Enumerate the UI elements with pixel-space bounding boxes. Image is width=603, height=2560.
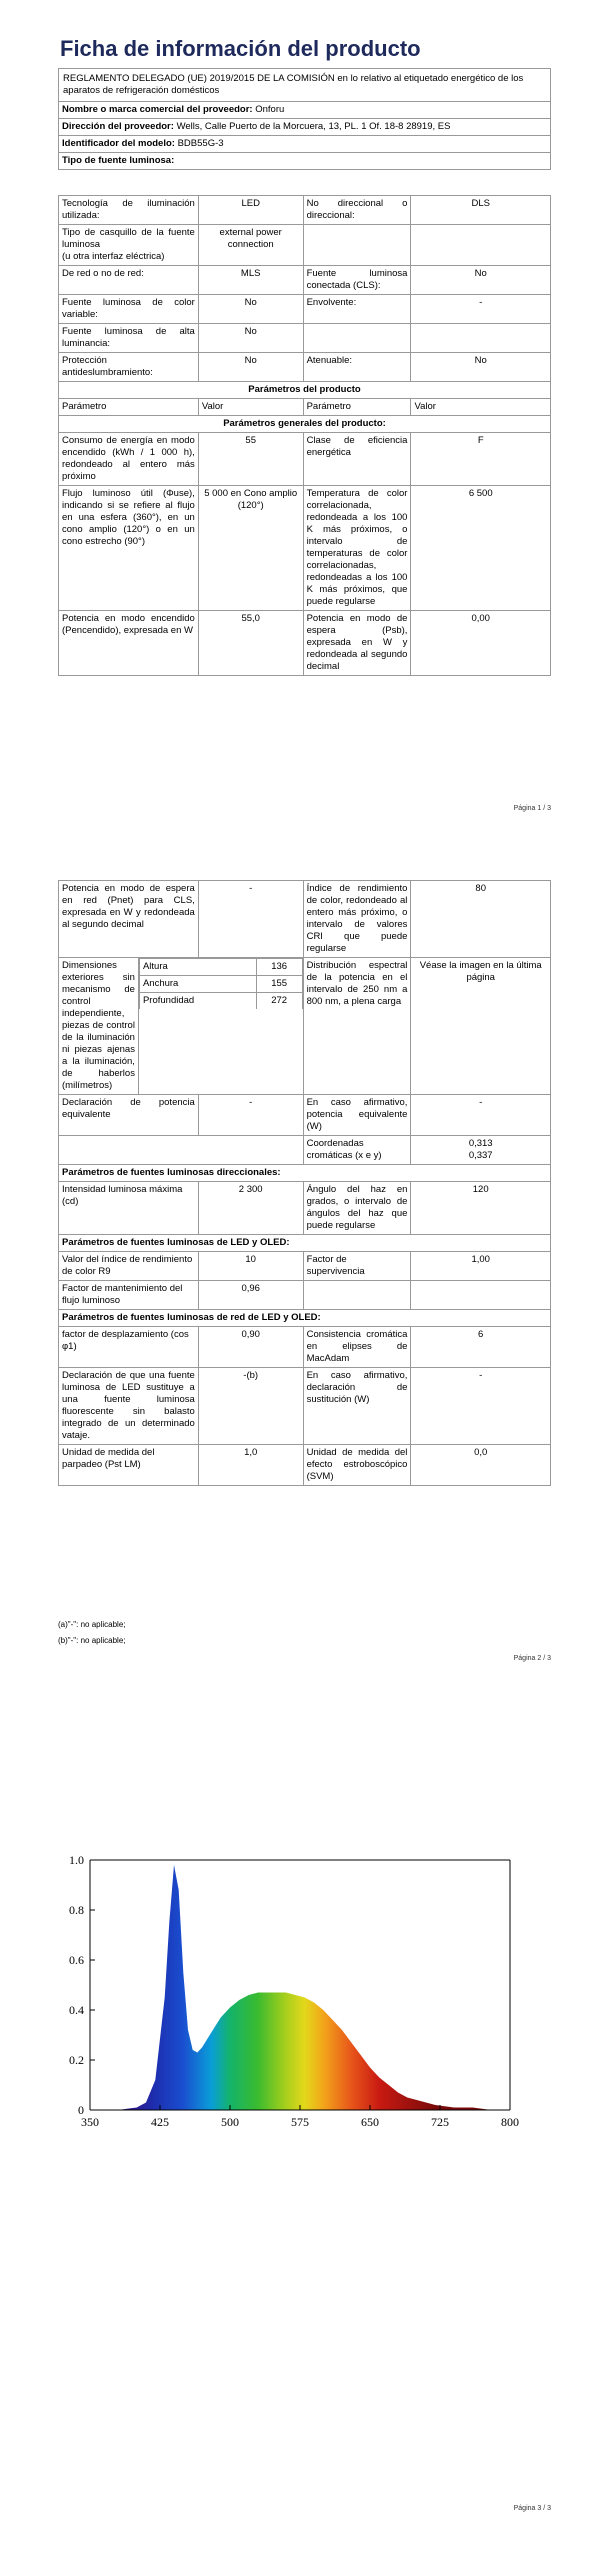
table-row: Declaración de potencia equivalente - En caso afirmativo, potencia equivalente (W) - (59, 1095, 551, 1136)
supplier-name-row: Nombre o marca comercial del proveedor: Onforu (59, 102, 551, 119)
table-row: Coordenadas cromáticas (x e y) 0,313 0,337 (59, 1136, 551, 1165)
page-title: Ficha de información del producto (60, 36, 421, 61)
table-row: Potencia en modo de espera en red (Pnet) para CLS, expresada en W y redondeada al segundo decimal - Índice de rendimiento de color, redondeado al entero más próximo, o intervalo de valores CRI que puede regularse 80 (59, 881, 551, 958)
table-row: Potencia en modo encendido (Pencendido), expresada en W 55,0 Potencia en modo de espera (Psb), expresada en W y redondeada al segundo decimal 0,00 (59, 611, 551, 676)
table-row: Parámetros de fuentes luminosas de red de LED y OLED: (59, 1310, 551, 1327)
table-row: Parámetros generales del producto: (59, 416, 551, 433)
supplier-table (58, 68, 551, 170)
y-tick-label: 0.2 (69, 2053, 84, 2067)
x-tick-label: 500 (221, 2115, 239, 2129)
y-tick-label: 1.0 (69, 1853, 84, 1867)
y-tick-label: 0.4 (69, 2003, 84, 2017)
supplier-address-row: Dirección del proveedor: Wells, Calle Puerto de la Morcuera, 13, PL. 1 Of. 18-8 28919, ES (59, 119, 551, 136)
model-row: Identificador del modelo: BDB55G-3 (59, 136, 551, 153)
table-row: Consumo de energía en modo encendido (kWh / 1 000 h), redondeado al entero más próximo 55 Clase de eficiencia energética F (59, 433, 551, 486)
table-row: Fuente luminosa de color variable: No Envolvente: - (59, 295, 551, 324)
dimensions-table: Altura 136 Anchura 155 Profundidad 272 (139, 958, 303, 1009)
y-tick-label: 0 (78, 2103, 84, 2117)
page-1 (0, 0, 603, 820)
table-row: Intensidad luminosa máxima (cd) 2 300 Ángulo del haz en grados, o intervalo de ángulos del haz que puede regularse 120 (59, 1182, 551, 1235)
page-2 (0, 880, 603, 1680)
table-row: Parámetro Valor Parámetro Valor (59, 399, 551, 416)
table-row: Tipo de casquillo de la fuente luminosa (u otra interfaz eléctrica) external power connection (59, 225, 551, 266)
table-row: Unidad de medida del parpadeo (Pst LM) 1,0 Unidad de medida del efecto estroboscópico (SVM) 0,0 (59, 1445, 551, 1486)
page-3 (0, 1780, 603, 2560)
page-number: Página 2 / 3 (513, 1655, 551, 1662)
table-row: Factor de mantenimiento del flujo luminoso 0,96 (59, 1281, 551, 1310)
table-row: Parámetros de fuentes luminosas direccionales: (59, 1165, 551, 1182)
x-tick-label: 575 (291, 2115, 309, 2129)
y-tick-label: 0.6 (69, 1953, 84, 1967)
table-row: Valor del índice de rendimiento de color R9 10 Factor de supervivencia 1,00 (59, 1252, 551, 1281)
spectral-power-chart (50, 1840, 550, 2140)
page-number: Página 1 / 3 (513, 805, 551, 812)
regulation-text: REGLAMENTO DELEGADO (UE) 2019/2015 DE LA COMISIÓN en lo relativo al etiquetado energético de los aparatos de refrigeración domésticos (59, 69, 551, 102)
table-row: Flujo luminoso útil (Φuse), indicando si se refiere al flujo en una esfera (360°), en un cono amplio (120°) o en un cono estrecho (90°) 5 000 en Cono amplio (120°) Temperatura de color correlacionada, redondeada a los 100 K más próximos, o intervalo de temperaturas de color correlacionadas, redondeadas a los 100 K más próximos, que puede regularse 6 500 (59, 486, 551, 611)
footnote-a: (a)"-": no aplicable; (58, 1620, 126, 1629)
x-tick-label: 650 (361, 2115, 379, 2129)
x-tick-label: 800 (501, 2115, 519, 2129)
source-type-row: Tipo de fuente luminosa: (59, 153, 551, 170)
table-row: factor de desplazamiento (cos φ1) 0,90 Consistencia cromática en elipses de MacAdam 6 (59, 1327, 551, 1368)
page-number: Página 3 / 3 (513, 2505, 551, 2512)
y-tick-label: 0.8 (69, 1903, 84, 1917)
product-table (58, 195, 551, 676)
table-row: De red o no de red: MLS Fuente luminosa conectada (CLS): No (59, 266, 551, 295)
table-row: Declaración de que una fuente luminosa de LED sustituye a una fuente luminosa fluorescente sin balasto integrado de un determinado vataje. -(b) En caso afirmativo, declaración de sustitución (W) - (59, 1368, 551, 1445)
footnote-b: (b)"-": no aplicable; (58, 1636, 126, 1645)
table-row: Parámetros del producto (59, 382, 551, 399)
table-row: Dimensiones exteriores sin mecanismo de control independiente, piezas de control de la iluminación ni piezas ajenas a la iluminación, de haberlos (milímetros) Altura 136 Anchura 155 Profundidad 272 Distribución espectral de la potencia en el intervalo de 250 nm a 800 nm, a plena carga Véase la imagen en la última página (59, 958, 551, 1095)
x-tick-label: 725 (431, 2115, 449, 2129)
product-table-continued (58, 880, 551, 1486)
table-row: Parámetros de fuentes luminosas de LED y OLED: (59, 1235, 551, 1252)
table-row: Tecnología de iluminación utilizada: LED No direccional o direccional: DLS (59, 196, 551, 225)
x-tick-label: 425 (151, 2115, 169, 2129)
spectrum-area (99, 1865, 500, 2110)
table-row: Protección antideslumbramiento: No Atenuable: No (59, 353, 551, 382)
x-tick-label: 350 (81, 2115, 99, 2129)
table-row: Fuente luminosa de alta luminancia: No (59, 324, 551, 353)
